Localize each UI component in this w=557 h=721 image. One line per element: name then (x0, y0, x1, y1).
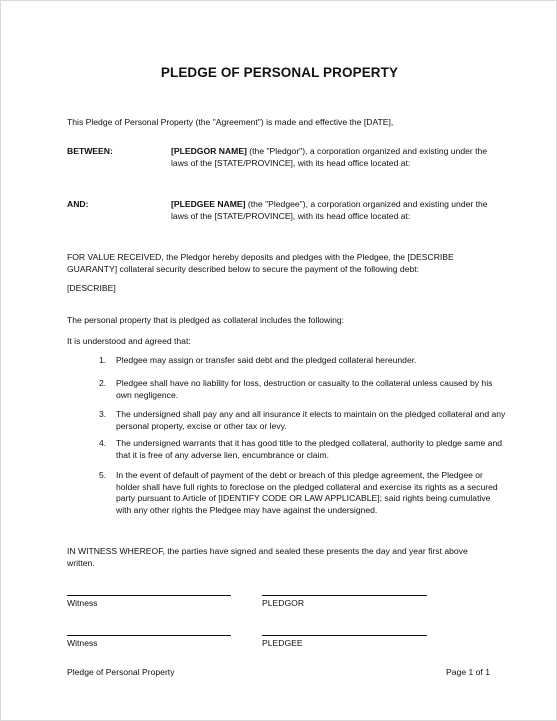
list-item-text: Pledgee may assign or transfer said debt and the pledged collateral hereunder. (116, 355, 417, 365)
witness-signature-line (67, 595, 231, 596)
pledgee-signature-label: PLEDGEE (262, 638, 303, 648)
list-item-number: 1. (99, 355, 107, 365)
list-item-text: The undersigned warrants that it has good title to the pledged collateral, authority to pledge same and that it is free of any adverse lien, encumbrance or claim. (116, 438, 503, 460)
pledgor-signature-line (262, 595, 427, 596)
pledgee-name: [PLEDGEE NAME] (171, 199, 246, 209)
pledgee-paragraph (171, 199, 501, 222)
value-received-paragraph: FOR VALUE RECEIVED, the Pledgor hereby deposits and pledges with the Pledgee, the [DESCRIBE GUARANTY] collateral security described below to secure the payment of the following debt: (67, 252, 454, 274)
pledgor-signature-label: PLEDGOR (262, 598, 305, 608)
pledgor-text: (the "Pledgor"), a corporation organized and existing under the laws of the [STATE/PROVINCE], with its head office located at: (171, 146, 488, 168)
document-title: PLEDGE OF PERSONAL PROPERTY (160, 65, 399, 80)
list-item-number: 4. (99, 438, 107, 448)
pledgor-name: [PLEDGOR NAME] (171, 146, 247, 156)
footer-document-name: Pledge of Personal Property (67, 667, 175, 677)
witness-signature-line (67, 635, 231, 636)
between-label: BETWEEN: (67, 146, 113, 156)
collateral-intro-paragraph: The personal property that is pledged as collateral includes the following: (67, 315, 345, 325)
list-item-number: 3. (99, 409, 107, 419)
understood-paragraph: It is understood and agreed that: (67, 336, 191, 346)
footer-page-number: Page 1 of 1 (446, 667, 490, 677)
list-item-text: Pledgee shall have no liability for loss, destruction or casualty to the collateral unless caused by his own negligence. (116, 378, 493, 400)
pledgor-paragraph (171, 146, 501, 169)
pledgee-signature-line (262, 635, 427, 636)
and-label: AND: (67, 199, 89, 209)
witness-clause: IN WITNESS WHEREOF, the parties have signed and sealed these presents the day and year first above written. (67, 546, 468, 568)
list-item-text: The undersigned shall pay any and all insurance it elects to maintain on the pledged collateral and any personal property, excise or other tax or levy. (116, 409, 506, 431)
list-item-number: 5. (99, 470, 107, 480)
witness-label: Witness (67, 638, 98, 648)
describe-placeholder: [DESCRIBE] (67, 283, 116, 293)
list-item-number: 2. (99, 378, 107, 388)
pledgee-text: (the "Pledgee"), a corporation organized and existing under the laws of the [STATE/PROVINCE], with its head office located at: (171, 199, 488, 221)
witness-label: Witness (67, 598, 98, 608)
intro-paragraph: This Pledge of Personal Property (the "Agreement") is made and effective the [DATE], (67, 117, 394, 127)
list-item-text: In the event of default of payment of the debt or breach of this pledge agreement, the Pledgee or holder shall have full rights to foreclose on the pledged collateral and exercise its rights as a secured party pursuant to Article of [IDENTIFY CODE OR LAW APPLICABLE]; said rights being cumulative with any other rights the Pledgee may have against the undersigned. (116, 470, 498, 515)
